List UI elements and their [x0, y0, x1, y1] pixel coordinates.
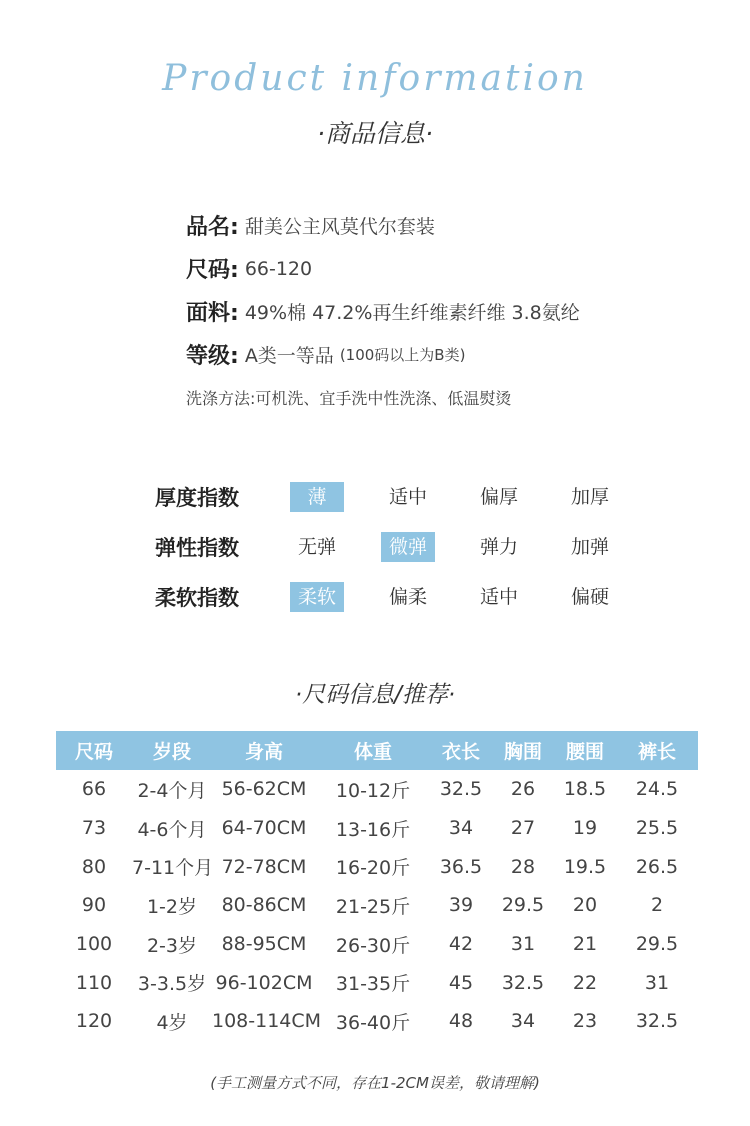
- table-cell: 16-20斤: [335, 857, 411, 880]
- table-cell: 120: [75, 1010, 113, 1033]
- table-cell: 27: [510, 817, 536, 840]
- size-section-title: ·尺码信息/推荐·: [294, 682, 456, 708]
- index-label: 厚度指数: [155, 486, 239, 510]
- table-cell: 31-35斤: [335, 973, 411, 996]
- index-option: 偏硬: [570, 586, 609, 608]
- info-row-name: [186, 204, 580, 247]
- info-value: 49%棉 47.2%再生纤维素纤维 3.8氨纶: [244, 302, 580, 324]
- measurement-footnote: (手工测量方式不同，存在1-2CM误差，敬请理解): [210, 1074, 540, 1092]
- column-header: 腰围: [554, 731, 616, 770]
- table-row: [56, 770, 698, 809]
- table-cell: 45: [448, 971, 474, 994]
- column-header: 尺码: [56, 731, 132, 770]
- table-cell: 36-40斤: [335, 1011, 411, 1034]
- table-cell: 2-3岁: [146, 934, 198, 957]
- index-row: [155, 572, 654, 622]
- table-cell: 7-11个月: [132, 857, 214, 880]
- info-value: 甜美公主风莫代尔套装: [244, 216, 435, 238]
- info-row-size: [186, 247, 580, 290]
- table-cell: 26-30斤: [335, 934, 411, 957]
- product-info-title-cn: ·商品信息·: [317, 119, 433, 148]
- index-option: 无弹: [297, 536, 336, 558]
- table-row: [56, 809, 698, 848]
- table-cell: 28: [510, 855, 536, 878]
- table-cell: 34: [510, 1010, 536, 1033]
- column-header: 胸围: [492, 731, 554, 770]
- info-label: 面料:: [186, 301, 239, 326]
- table-cell: 34: [448, 817, 474, 840]
- table-cell: 2-4个月: [137, 779, 207, 802]
- table-cell: 29.5: [501, 894, 545, 917]
- index-option-selected: 薄: [290, 482, 344, 512]
- column-header: 体重: [316, 731, 430, 770]
- table-cell: 66: [81, 778, 107, 801]
- table-cell: 31: [510, 933, 536, 956]
- size-table-body: [56, 770, 698, 1041]
- table-cell: 32.5: [439, 778, 483, 801]
- table-cell: 24.5: [635, 778, 679, 801]
- index-option: 加厚: [570, 486, 609, 508]
- index-option-selected: 柔软: [290, 582, 344, 612]
- table-cell: 26: [510, 778, 536, 801]
- index-option: 加弹: [570, 536, 609, 558]
- column-header: 裤长: [616, 731, 698, 770]
- info-value: A类一等品: [244, 345, 334, 367]
- table-cell: 32.5: [635, 1010, 679, 1033]
- table-cell: 2: [650, 894, 664, 917]
- wash-instructions: 洗涤方法:可机洗、宜手洗中性洗涤、低温熨烫: [186, 389, 512, 408]
- table-cell: 4-6个月: [137, 818, 207, 841]
- table-cell: 110: [75, 971, 113, 994]
- table-cell: 96-102CM: [215, 971, 313, 994]
- table-cell: 10-12斤: [335, 779, 411, 802]
- table-cell: 56-62CM: [221, 778, 307, 801]
- table-cell: 22: [572, 971, 598, 994]
- index-label: 弹性指数: [155, 536, 239, 560]
- table-cell: 48: [448, 1010, 474, 1033]
- table-cell: 108-114CM: [212, 1010, 322, 1033]
- table-cell: 100: [75, 933, 113, 956]
- table-cell: 19.5: [563, 855, 607, 878]
- info-label: 尺码:: [186, 258, 239, 283]
- table-cell: 88-95CM: [221, 933, 307, 956]
- index-row: [155, 472, 654, 522]
- table-cell: 25.5: [635, 817, 679, 840]
- info-note: (100码以上为B类): [339, 346, 466, 364]
- table-cell: 42: [448, 933, 474, 956]
- table-cell: 3-3.5岁: [137, 973, 207, 996]
- table-cell: 21: [572, 933, 598, 956]
- table-cell: 73: [81, 817, 107, 840]
- info-label: 品名:: [186, 215, 239, 240]
- table-cell: 21-25斤: [335, 895, 411, 918]
- table-cell: 1-2岁: [146, 895, 198, 918]
- table-cell: 36.5: [439, 855, 483, 878]
- product-info-list: [186, 204, 580, 376]
- table-cell: 26.5: [635, 855, 679, 878]
- table-cell: 80: [81, 855, 107, 878]
- index-option: 适中: [388, 486, 427, 508]
- index-label: 柔软指数: [155, 586, 239, 610]
- size-table-header: [56, 731, 698, 770]
- table-row: [56, 963, 698, 1002]
- table-cell: 19: [572, 817, 598, 840]
- column-header: 衣长: [430, 731, 492, 770]
- table-cell: 64-70CM: [221, 817, 307, 840]
- table-row: [56, 847, 698, 886]
- table-cell: 90: [81, 894, 107, 917]
- info-row-grade: [186, 333, 580, 376]
- table-row: [56, 886, 698, 925]
- table-row: [56, 1002, 698, 1041]
- table-cell: 72-78CM: [221, 855, 307, 878]
- table-cell: 39: [448, 894, 474, 917]
- info-row-fabric: [186, 290, 580, 333]
- index-option: 适中: [479, 586, 518, 608]
- index-option: 偏柔: [388, 586, 427, 608]
- info-label: 等级:: [186, 344, 239, 369]
- info-value: 66-120: [244, 257, 313, 280]
- product-info-title-en: Product information: [162, 58, 588, 99]
- table-cell: 20: [572, 894, 598, 917]
- index-option: 弹力: [479, 536, 518, 558]
- index-row: [155, 522, 654, 572]
- table-cell: 29.5: [635, 933, 679, 956]
- size-table: [56, 731, 698, 1041]
- table-cell: 31: [644, 971, 670, 994]
- index-option-selected: 微弹: [381, 532, 435, 562]
- table-cell: 4岁: [156, 1011, 188, 1034]
- column-header: 岁段: [132, 731, 212, 770]
- index-option: 偏厚: [479, 486, 518, 508]
- table-cell: 32.5: [501, 971, 545, 994]
- table-cell: 80-86CM: [221, 894, 307, 917]
- table-cell: 23: [572, 1010, 598, 1033]
- table-row: [56, 925, 698, 964]
- column-header: 身高: [212, 731, 316, 770]
- table-cell: 13-16斤: [335, 818, 411, 841]
- table-cell: 18.5: [563, 778, 607, 801]
- index-ratings: [155, 472, 654, 622]
